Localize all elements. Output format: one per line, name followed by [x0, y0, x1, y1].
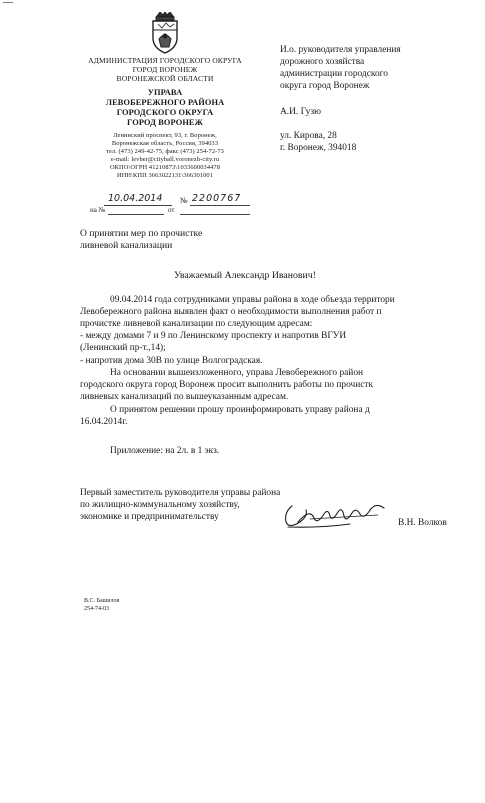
- body-line: На основании вышеизложенного, управа Левобережного район: [110, 368, 364, 378]
- contact-line: e-mail: levber@cityhall.voronezh-city.ru: [110, 156, 220, 163]
- scan-mark: [3, 2, 13, 3]
- signer-name: В.Н. Волков: [398, 518, 447, 528]
- signer-title-line: по жилищно-коммунальному хозяйству,: [80, 500, 240, 510]
- sender-header: [60, 56, 270, 180]
- incoming-no-underline: [108, 214, 164, 215]
- greeting: Уважаемый Александр Иванович!: [174, 270, 316, 281]
- letter-body: [80, 294, 470, 459]
- handwritten-number: 2200767: [192, 193, 242, 204]
- subject-line: ливневой канализации: [80, 240, 173, 251]
- body-line: (Ленинский пр-т.,14);: [80, 343, 166, 353]
- recipient-title-line: администрации городского: [280, 69, 388, 79]
- org-name-line: ВОРОНЕЖСКОЙ ОБЛАСТИ: [116, 74, 214, 83]
- contact-line: Ленинский проспект, 93, г. Воронеж,: [113, 132, 217, 139]
- number-underline: [190, 205, 250, 206]
- body-line: 09.04.2014 года сотрудниками управы района в ходе объезда территори: [110, 295, 395, 305]
- incoming-from-label: от: [168, 206, 175, 214]
- org-name-line: ГОРОД ВОРОНЕЖ: [132, 65, 198, 74]
- handwritten-date: 10.04.2014: [108, 193, 163, 204]
- incoming-from-underline: [180, 214, 250, 215]
- body-line: ливневых канализаций по вышеуказанным адресам.: [80, 392, 289, 402]
- body-line: 16.04.2014г.: [80, 417, 128, 427]
- reg-number-row: [88, 193, 278, 217]
- subject-line: О принятии мер по прочистке: [80, 228, 203, 239]
- executor-block: [84, 597, 119, 613]
- dept-name-line: ГОРОД ВОРОНЕЖ: [126, 118, 203, 127]
- dept-name-line: ГОРОДСКОГО ОКРУГА: [116, 108, 214, 117]
- number-sign: №: [180, 196, 188, 205]
- contact-line: тел. (473) 249-42-75, факс (473) 254-72-73: [106, 148, 224, 155]
- recipient-title-line: дорожного хозяйства: [280, 57, 365, 67]
- org-name-line: АДМИНИСТРАЦИЯ ГОРОДСКОГО ОКРУГА: [88, 56, 242, 65]
- signer-title-line: Первый заместитель руководителя управы района: [80, 488, 281, 498]
- recipient-street: ул. Кирова, 28: [280, 131, 337, 141]
- attachment-line: Приложение: на 2л. в 1 экз.: [110, 446, 220, 456]
- recipient-title-line: И.о. руководителя управления: [280, 45, 401, 55]
- coat-of-arms-icon: [150, 12, 180, 54]
- recipient-title-line: округа город Воронеж: [280, 81, 370, 91]
- contact-line: Воронежская область, Россия, 394033: [111, 140, 219, 147]
- recipient-name: А.И. Гузю: [280, 107, 322, 117]
- contact-line: ИНН\КПП 3663022131\366301001: [117, 172, 213, 179]
- recipient-block: [280, 44, 480, 154]
- dept-name-line: ЛЕВОБЕРЕЖНОГО РАЙОНА: [105, 98, 225, 107]
- executor-phone: 254-74-03: [84, 606, 109, 612]
- handwritten-signature: [280, 498, 400, 532]
- recipient-city: г. Воронеж, 394018: [280, 143, 357, 153]
- body-line: прочистке ливневой канализации по следующим адресам:: [80, 319, 313, 329]
- body-line: городского округа город Воронеж просит выполнить работы по прочистк: [80, 380, 374, 390]
- executor-name: В.С. Башилов: [84, 598, 120, 604]
- body-line: - между домами 7 и 9 по Ленинскому проспекту и напротив ВГУИ: [80, 331, 347, 341]
- signature-block: [80, 487, 280, 523]
- dept-name-line: УПРАВА: [147, 88, 183, 97]
- body-line: Левобережного района выявлен факт о необходимости выполнения работ п: [80, 307, 382, 317]
- body-line: - напротив дома 30В по улице Волгоградская.: [80, 356, 263, 366]
- date-underline: [104, 205, 172, 206]
- subject-block: [80, 228, 202, 252]
- signer-title-line: экономике и предпринимательству: [80, 512, 219, 522]
- body-line: О принятом решении прошу проинформировать управу района д: [110, 405, 370, 415]
- incoming-no-label: на №: [90, 206, 106, 214]
- contact-line: ОКПО\ОГРН 41210873\1033600034478: [109, 164, 221, 171]
